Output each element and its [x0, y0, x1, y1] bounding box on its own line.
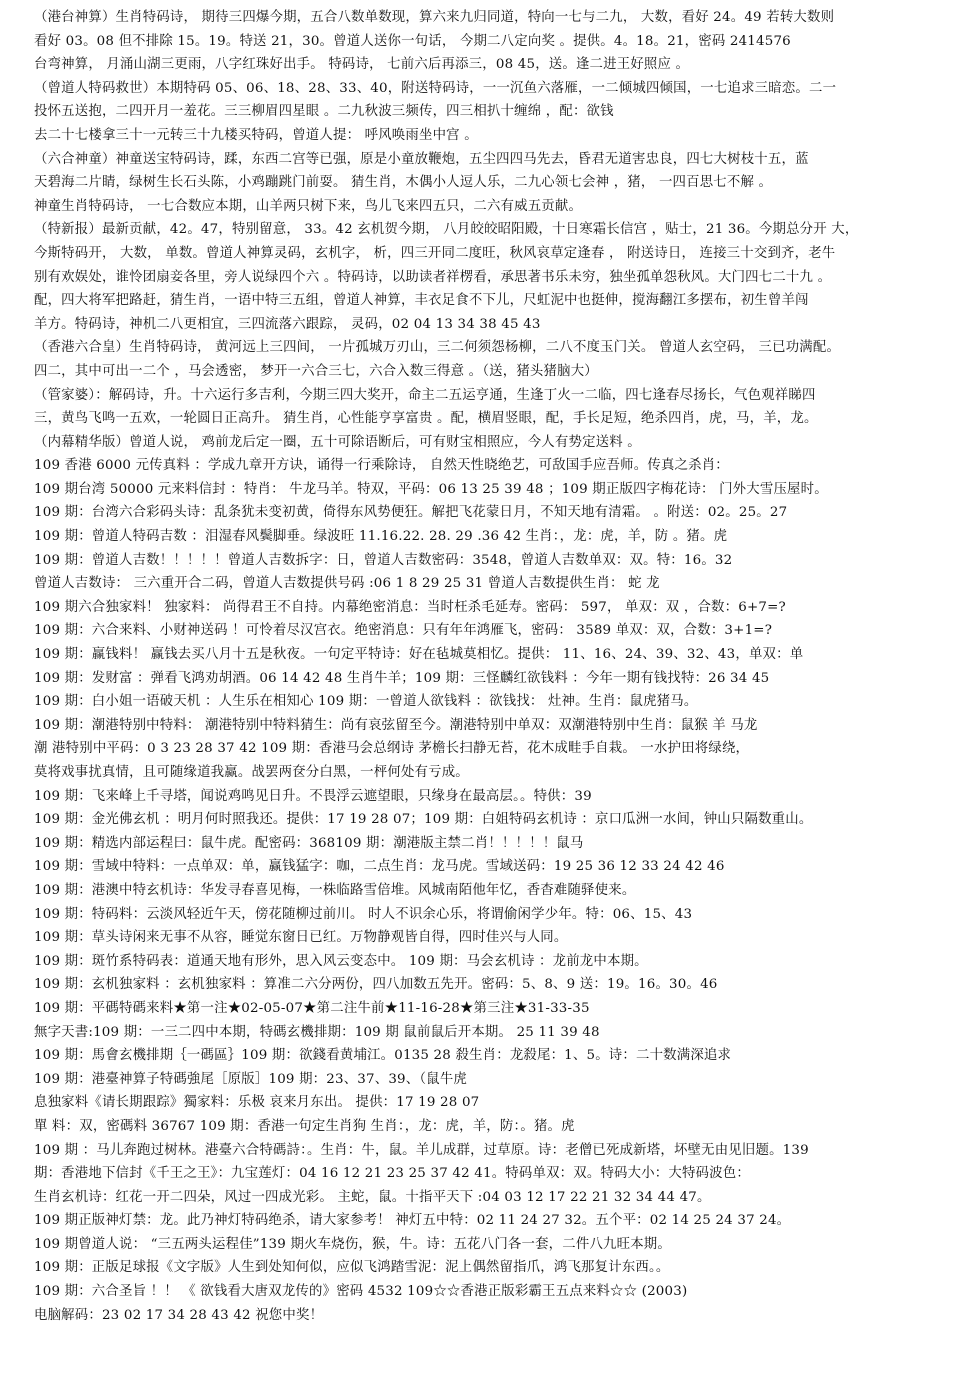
text-line: 109 期：港澳中特玄机诗：华发寻春喜见梅，一株临路雪倍堆。风城南陌他年忆，香杳难随驿使来。 — [34, 882, 636, 898]
text-line: 莫将戏事扰真情，且可随缘道我赢。战罢两奁分白黑，一枰何处有亏成。 — [34, 765, 469, 780]
text-line: 生肖玄机诗：红花一开二四朵，风过一四成光彩。 主蛇，鼠。十指平天下 :04 03 12 17 22 21 32 34 44 47。 — [34, 1189, 711, 1205]
text-line: 投怀五送抱，二四开月一羞花。三三柳眉四星眼 。二九秋波三频传，四三相扒十缠绵 ，配：欲钱 — [34, 104, 614, 120]
text-line: 109 期曾道人说： “三五两头运程佳”139 期火车烧伤，猴，牛。诗：五花八门各一套，二件八九旺本期。 — [34, 1236, 671, 1252]
text-line: 109 期：白小姐一语破天机 ：人生乐在相知心 109 期：一曾道人欲钱料 ：欲钱找： 灶神。生肖：鼠虎猪马。 — [34, 694, 698, 710]
text-line: 电脑解码：23 02 17 34 28 43 42 祝您中奖！ — [34, 1307, 324, 1323]
text-line: 109 期：潮港特别中特料： 潮港特别中特料猜生：尚有哀弦留至今。潮港特别中单双：双潮港特别中生肖：鼠猴 羊 马龙 — [34, 717, 758, 733]
text-line: 三，黄鸟飞鸣一五欢，一轮圆日正高升。 猜生肖，心性能亨享富贵 。配，横眉竖眼，配，手长足短，绝杀四肖，虎，马，羊，龙。 — [34, 411, 818, 427]
text-line: 單 料：双，密碼料 36767 109 期：香港一句定生肖狗 生肖：，龙：虎，羊，防：。猪。虎 — [34, 1118, 575, 1134]
text-line: 109 期正版神灯禁：龙。此乃神灯特码绝杀，请大家参考！ 神灯五中特：02 11 24 27 32。五个平：02 14 25 24 37 24。 — [34, 1213, 791, 1229]
text-line: 曾道人吉数诗： 三六重开合二码，曾道人吉数提供号码 :06 1 8 29 25 31 曾道人吉数提供生肖： 蛇 龙 — [34, 576, 660, 592]
text-line: 109 期：斑竹系特码表：道通天地有形外，思入风云变态中。 109 期：马会玄机诗 ：龙前龙中本期。 — [34, 953, 648, 969]
text-line: 109 期：台湾六合彩码头诗：乱条犹未变初黄，倚得东风势便狂。解把飞花蒙日月，不知天地有清霜。 。附送：02。25。27 — [34, 505, 788, 521]
text-line: 台弯神算， 月涌山湖三更雨，八字红珠好出手。 特码诗， 七前六后再添三，08 45，送。逢二进王好照应 。 — [34, 57, 690, 73]
text-line: 潮 港特别中平码：0 3 23 28 37 42 109 期：香港马会总纲诗 茅檐长扫静无苔，花木成畦手自栽。 一水护田将绿绕， — [34, 741, 750, 757]
text-line: 109 期：曾道人特码吉数 ：泪湿春风鬓脚垂。绿波旺 11.16.22. 28. 29 .36 42 生肖：，龙：虎，羊，防 。猪。虎 — [34, 529, 728, 545]
text-line: 109 期：曾道人吉数！！！！！曾道人吉数拆字：日，曾道人吉数密码：3548，曾道人吉数单双：双。特：16。32 — [34, 552, 733, 568]
text-line: 神童生肖特码诗， 一七合数应本期，山羊两只树下来，鸟儿飞来四五只，二六有威五贡献。 — [34, 198, 583, 214]
text-line: 109 期：赢钱料！ 赢钱去买八月十五是秋夜。一句定平特诗：好在毡城莫相忆。提供： 11、16、24、39、32、43，单双：单 — [34, 647, 804, 663]
text-line: 109 期：雪域中特料：一点单双：单，赢钱猛字：咖，二点生肖：龙马虎。雪域送码：19 25 36 12 33 24 42 46 — [34, 859, 725, 875]
text-line: 109 香港 6000 元传真料 ：学成九章开方诀，诵得一行乘除诗， 自然天性晓绝艺，可敌国手应吾师。传真之杀肖： — [34, 458, 729, 474]
text-line: （特新报）最新贡献，42。47，特别留意， 33。42 玄机贺今期， 八月皎皎昭阳殿，十日寒霜长信宫 ，贴士，21 36。今期总分开 大， — [34, 222, 859, 238]
text-line: （香港六合皇）生肖特码诗， 黄河远上三四间， 一片孤城万刃山，三二何须怨杨柳，二八不度玉门关。 曾道人玄空码， 三已功满配。 — [34, 340, 841, 356]
text-line: 期：香港地下信封《千王之王》：九宝莲灯：04 16 12 21 23 25 37 42 41。特码单双：双。特码大小：大特码波色： — [34, 1166, 750, 1182]
text-line: （六合神童）神童送宝特码诗，蹂，东西二宫等已强，原是小童放鞭炮，五尘四四马先去，昏君无道害忠良，四七大树枝十五，蓝 — [34, 151, 809, 167]
text-line: 109 期：特码料：云淡风轻近午天，傍花随柳过前川。 时人不识余心乐，将谓偷闲学少年。特：06、15、43 — [34, 906, 693, 922]
text-line: （管家婆）：解码诗，升。十六运行多吉利，今期三四大奖开，命主二五运亨通，生逢丁火一二临，四七逢春尽扬长，气色观祥睇四 — [34, 387, 816, 403]
text-line: 109 期：平碼特碼来料★第一注★02-05-07★第二注牛前★11-16-28★第三注★31-33-35 — [34, 1000, 590, 1016]
text-line: （曾道人特码救世）本期特码 05、06、18、28、33、40，附送特码诗，一一沉鱼六落雁，一二倾城四倾国，一七追求三暗恋。二一 — [34, 80, 837, 96]
text-line: 109 期：六合来料、小财神送码 ！可怜着尽汉宫衣。绝密消息：只有年年鸿雁飞，密码： 3589 单双：双，合数：3+1=? — [34, 623, 773, 639]
text-line: 109 期：金光佛玄机 ：明月何时照我还。提供：17 19 28 07；109 期：白姐特码玄机诗 ：京口瓜洲一水间，钟山只隔数重山。 — [34, 812, 813, 828]
text-line: 去二十七楼拿三十一元转三十九楼买特码，曾道人提： 呼风唤雨坐中宫 。 — [34, 127, 478, 143]
text-line: 109 期：六合圣旨 ！！ 《 欲钱看大唐双龙传的》密码 4532 109☆☆香港正版彩霸王五点来料☆☆ (2003) — [34, 1284, 688, 1300]
text-line: （内幕精华版）曾道人说， 鸡前龙后定一圈，五十可除语断后，可有财宝相照应，今人有势定送料 。 — [34, 434, 641, 450]
text-line: 配，四大将军把路赶，猜生肖，一语中特三五组，曾道人神算，丰衣足食不下儿，尺虹泥中也挺伸，搅海翻江多摆布，初生曾羊闯 — [34, 293, 809, 309]
text-line: 無字天書:109 期：一三二四中本期，特碼玄機排期：109 期 鼠前鼠后开本期。 25 11 39 48 — [34, 1024, 600, 1040]
text-line: 息独家料《请长期跟踪》獨家料：乐极 哀来月东出。 提供：17 19 28 07 — [34, 1095, 480, 1111]
text-line: 羊方。特码诗，神机二八更相宜，三四流落六跟踪， 灵码，02 04 13 34 38 45 43 — [34, 316, 541, 332]
text-line: 四二，其中可出一二个 ，马会透密， 梦开一六合三七，六合入数三得意 。（送，猪头猪脑大） — [34, 363, 598, 379]
text-line: 109 期 ：马儿奔跑过树林。港臺六合特碼詩：。生肖：牛，鼠。羊儿成群，过草原。诗：老僧已死成新塔，坏壁无由见旧题。139 — [34, 1142, 809, 1158]
text-line: 109 期：玄机独家料 ：玄机独家料 ：算准二六分两份，四八加数五先开。密码：5、8、9 送：19。16。30。46 — [34, 977, 718, 993]
text-line: 109 期：港臺神算子特碼強尾［原版］109 期：23、37、39、（鼠牛虎 — [34, 1071, 468, 1087]
text-line: （港台神算）生肖特码诗， 期待三四爆今期，五合八数单数现，算六来九归同道，特向一七与二九， 大数，看好 24。49 若转大数则 — [34, 10, 835, 25]
text-line: 别有欢娱处，谁怜团扇妾各里，旁人说绿四个六 。特码诗，以助读者祥楞看，承思著书乐未穷，独坐孤单怨秋风。大门四七二十九 。 — [34, 269, 832, 285]
text-line: 109 期：飞来峰上千寻塔，闻说鸡鸣见日升。不畏浮云遮望眼，只缘身在最高层。。特供：39 — [34, 788, 592, 804]
text-line: 看好 03。08 但不排除 15。19。特送 21，30。曾道人送你一句话， 今期二八定向奖 。提供。4。18。21，密码 2414576 — [34, 33, 791, 49]
text-line: 109 期台湾 50000 元来料信封 ：特肖： 牛龙马羊。特双，平码：06 13 25 39 48 ；109 期正版四字梅花诗： 门外大雪压屋时。 — [34, 481, 828, 497]
text-line: 109 期六合独家料！ 独家料： 尚得君王不自持。内幕绝密消息：当时枉杀毛延寿。密码： 597， 单双：双 ，合数：6+7=? — [34, 599, 786, 615]
text-line: 109 期：馬會玄機排期｛一碼區｝109 期：欲錢看黄埔江。0135 28 殺生肖：龙殺尾：1、5。诗：二十数满深追求 — [34, 1048, 732, 1064]
text-line: 天碧海二片睛，绿树生长石头陈，小鸡蹦跳门前耍。 猜生肖，木偶小人逗人乐，二九心领七会神 ，猪， 一四百思七不解 。 — [34, 175, 773, 191]
text-line: 今斯特码开， 大数， 单数。曾道人神算灵码，玄机字， 析，四三开同二度旺，秋风哀草定逢春 ， 附送诗日， 连接三十交到齐，老牛 — [34, 245, 836, 261]
text-line: 109 期：正版足球报《文字版》人生到处知何似，应似飞鸿踏雪泥：泥上偶然留指爪，鸿飞那复计东西。。 — [34, 1260, 670, 1276]
text-line: 109 期：草头诗闲来无事不从容，睡觉东窗日已红。万物静观皆自得，四时佳兴与人同。 — [34, 930, 568, 946]
text-line: 109 期：精选内部运程曰：鼠牛虎。配密码：368109 期：潮港版主禁二肖！！！！！鼠马 — [34, 835, 584, 851]
text-line: 109 期：发财富 ：弹看飞鸿劝胡酒。06 14 42 48 生肖牛羊；109 期：三怪麟红欲钱料 ：今年一期有钱找特：26 34 45 — [34, 670, 770, 686]
